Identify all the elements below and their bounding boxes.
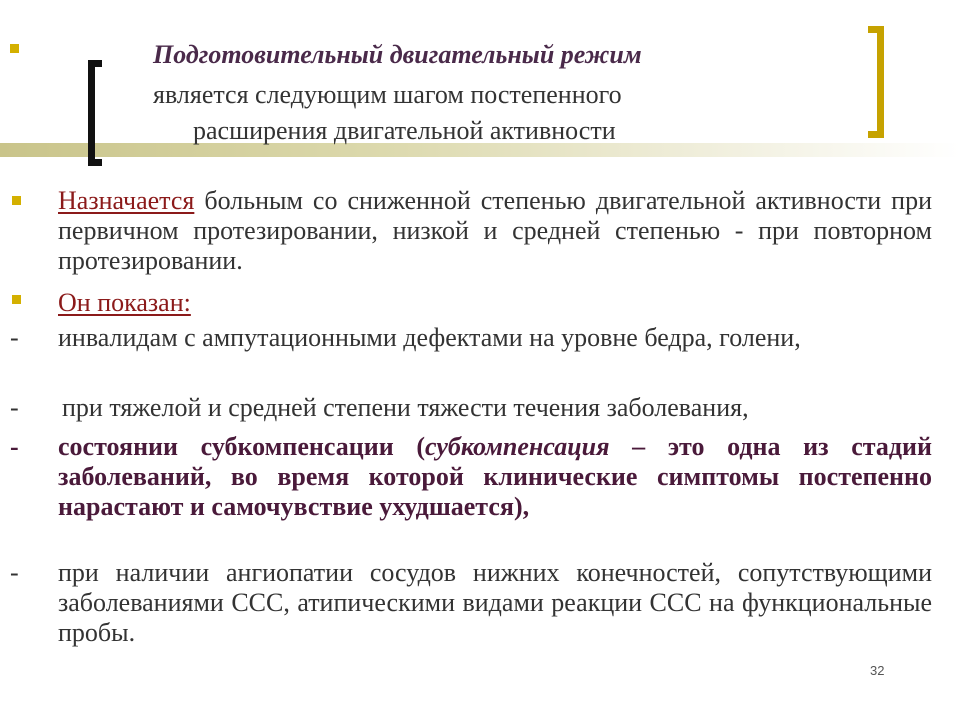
list-dash: -: [10, 432, 19, 461]
left-bracket-decoration: [88, 60, 102, 166]
link-indicated[interactable]: Он показан:: [58, 288, 191, 317]
list-item: при тяжелой и средней степени тяжести течения заболевания,: [62, 393, 749, 422]
list-item: инвалидам с ампутационными дефектами на уровне бедра, голени,: [58, 323, 801, 352]
list-item-term: субкомпенсация: [425, 432, 610, 461]
list-item-emphasized: [58, 432, 932, 522]
title-line-2: является следующим шагом постепенного: [153, 80, 622, 109]
title-bullet-icon: [10, 44, 19, 53]
paragraph-indicated: [58, 288, 458, 318]
paragraph-prescribed: [58, 186, 932, 276]
list-item-text: – это одна из стадий заболеваний, во время которой клинические симптомы постепенно нарастают и самочувствие ухудшается),: [58, 432, 933, 521]
bullet-icon: [12, 196, 21, 205]
list-item: при наличии ангиопатии сосудов нижних конечностей, сопутствующими заболеваниями ССС, атипическими видами реакции ССС на функциональные пробы.: [58, 558, 932, 647]
list-dash: -: [10, 393, 19, 422]
list-dash: -: [10, 323, 19, 352]
list-dash: -: [10, 558, 19, 587]
bullet-icon: [12, 295, 21, 304]
right-bracket-decoration: [868, 26, 884, 138]
list-item-text: состоянии субкомпенсации (: [58, 432, 425, 461]
slide-number: 32: [870, 663, 885, 678]
link-prescribed[interactable]: Назначается: [58, 186, 195, 215]
paragraph-prescribed-text: больным со сниженной степенью двигательной активности при первичном протезировании, низкой и средней степенью - при повторном протезировании.: [58, 186, 932, 275]
title-line-3: расширения двигательной активности: [193, 116, 616, 145]
title-line-1: Подготовительный двигательный режим: [153, 40, 642, 69]
